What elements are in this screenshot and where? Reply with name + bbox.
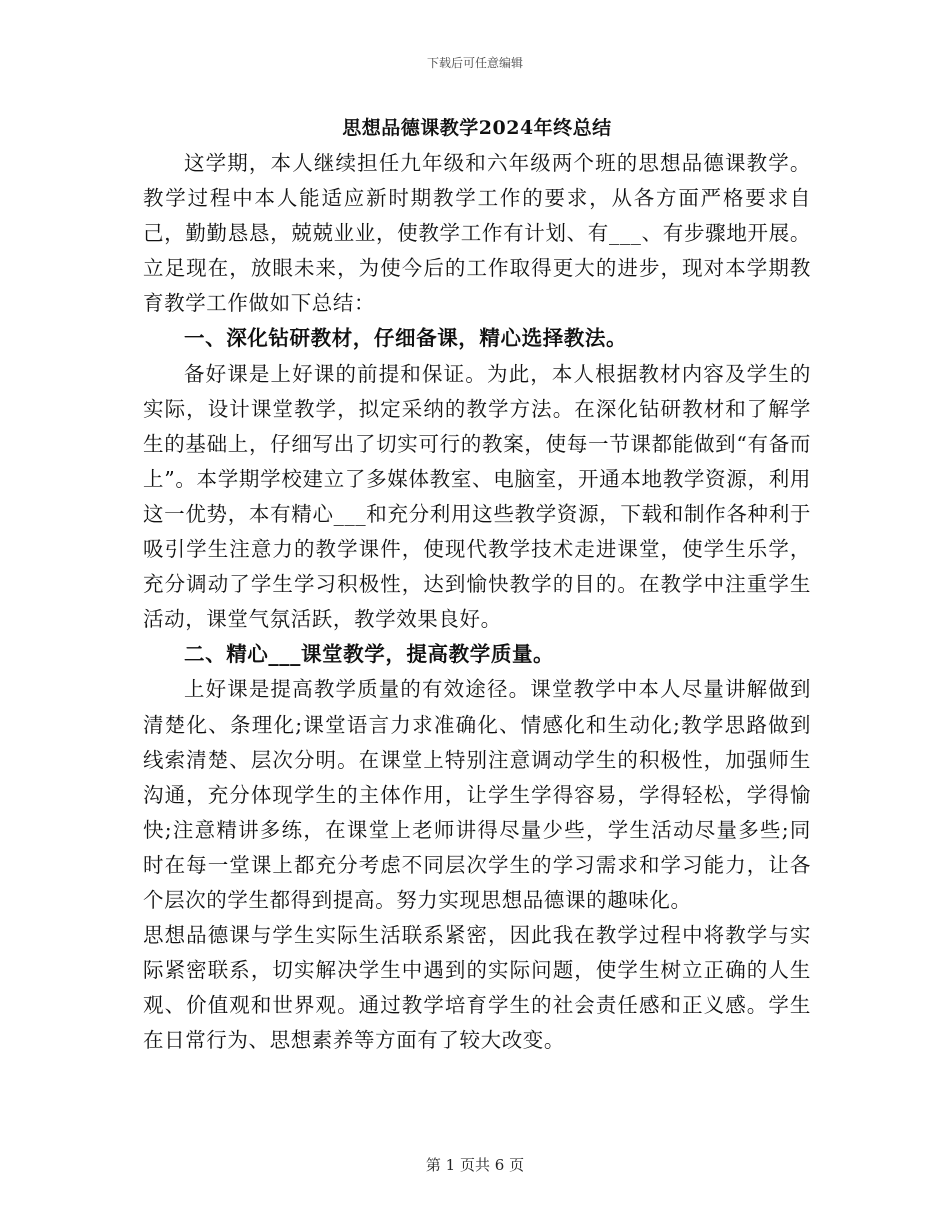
section-1-paragraph: 备好课是上好课的前提和保证。为此，本人根据教材内容及学生的实际，设计课堂教学，拟定采纳的教学方法。在深化钻研教材和了解学生的基础上，仔细写出了切实可行的教案，使每一节课都能做到“有备而上”。本学期学校建立了多媒体教室、电脑室，开通本地教学资源，利用这一优势，本有精心___和充分利用这些教学资源，下载和制作各种利于吸引学生注意力的教学课件，使现代教学技术走进课堂，使学生乐学，充分调动了学生学习积极性，达到愉快教学的目的。在教学中注重学生活动，课堂气氛活跃，教学效果良好。	[143, 361, 811, 632]
header-note: 下载后可任意编辑	[426, 56, 523, 70]
document-title: 思想品德课教学2024年终总结	[342, 117, 612, 139]
section-1-heading: 一、深化钻研教材，仔细备课，精心选择教法。	[184, 326, 628, 351]
intro-paragraph: 这学期，本人继续担任九年级和六年级两个班的思想品德课教学。教学过程中本人能适应新时期教学工作的要求，从各方面严格要求自己，勤勤恳恳，兢兢业业，使教学工作有计划、有___、有步骤地开展。立足现在，放眼未来，为使今后的工作取得更大的进步，现对本学期教育教学工作做如下总结：	[143, 151, 811, 316]
page-number: 第 1 页共 6 页	[425, 1156, 525, 1174]
document-body	[143, 110, 811, 1058]
section-2-paragraph-continued: 思想品德课与学生实际生活联系紧密，因此我在教学过程中将教学与实际紧密联系，切实解决学生中遇到的实际问题，使学生树立正确的人生观、价值观和世界观。通过教学培育学生的社会责任感和正义感。学生在日常行为、思想素养等方面有了较大改变。	[143, 923, 811, 1053]
section-2-heading: 二、精心___课堂教学，提高教学质量。	[184, 642, 555, 667]
section-2-paragraph: 上好课是提高教学质量的有效途径。课堂教学中本人尽量讲解做到清楚化、条理化;课堂语言力求准确化、情感化和生动化;教学思路做到线索清楚、层次分明。在课堂上特别注意调动学生的积极性，加强师生沟通，充分体现学生的主体作用，让学生学得容易，学得轻松，学得愉快;注意精讲多练，在课堂上老师讲得尽量少些，学生活动尽量多些;同时在每一堂课上都充分考虑不同层次学生的学习需求和学习能力，让各个层次的学生都得到提高。努力实现思想品德课的趣味化。	[143, 677, 811, 912]
